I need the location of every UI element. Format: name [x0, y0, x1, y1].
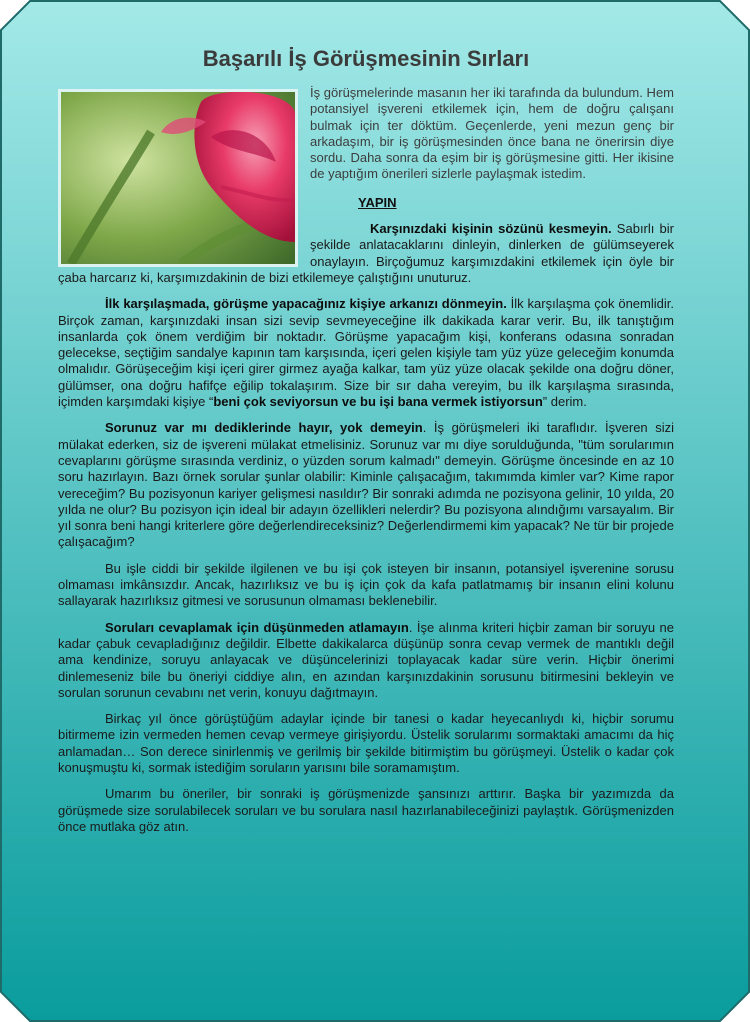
- paragraph-text: Birkaç yıl önce görüştüğüm adaylar içinde bir tanesi o kadar heyecanlıydı ki, hiçbir sorumu bitirmeme izin vermeden hemen cevap vermeye girişiyordu. Üstelik sorularımı sormaktaki amacımı da hiç anlamadan… Son derece sinirlenmiş ve gerilmiş bir şekilde bitirmiştim bu görüşmeyi. Üstelik o kadar çok konuşmuştu ki, sormak istediğim soruların yarısını bile soramamıştım.: [58, 711, 674, 775]
- paragraph-lead: İlk karşılaşmada, görüşme yapacağınız kişiye arkanızı dönmeyin.: [105, 296, 507, 312]
- paragraph-lead: Soruları cevaplamak için düşünmeden atlamayın: [105, 619, 409, 635]
- paragraph-text: Umarım bu öneriler, bir sonraki iş görüşmenizde şansınızı arttırır. Başka bir yazımızda da görüşmede size sorulabilecek soruları ve bu sorulara nasıl hazırlanabileceğinizi paylaştık. Görüşmenizden önce mutlaka göz atın.: [58, 786, 674, 834]
- article-paragraph: [58, 420, 674, 550]
- article-paragraph: [58, 786, 674, 835]
- article: [58, 40, 674, 845]
- rose-photo: [58, 89, 298, 267]
- paragraph-lead: Karşınızdaki kişinin sözünü kesmeyin.: [370, 221, 612, 237]
- article-paragraph: [58, 620, 674, 701]
- article-paragraph: [58, 711, 674, 776]
- paragraph-text: İlk karşılaşma çok önemlidir. Birçok zaman, karşınızdaki insan sizi sevip sevmeyeceğine ilk dakikada karar verir. Bu, ilk tanıştığım insanlarda çok önem verdiğim bir noktadır. Görüşme yapacağım kişi, konferans odasına sonradan gelecekse, seçtiğim sandalye kapının tam karşısında, içeri gelen kişiyle tam yüz yüze geleceğim konumda olmalıdır. Görüşeceğim kişi içeri girer girmez ayağa kalkar, tam yüz yüze olacak şekilde ona doğru döner, gülümser, ona doğru hafifçe eğilip tokalaşırım. Size bir sır daha vereyim, bu ilk karşılaşma sırasında, içimden karşımdaki kişiye “: [58, 296, 674, 410]
- page-title: Başarılı İş Görüşmesinin Sırları: [202, 46, 530, 71]
- paragraph-text: . İş görüşmeleri iki taraflıdır. İşveren sizi mülakat ederken, siz de işvereni mülakat etmelisiniz. Sorunuz var mı diye sorulduğunda, "tüm sorularımın cevaplarını görüşme sırasında verdiniz, o yüzden sorum kalmadı" demeyin. Görüşme öncesinde en az 10 soru hazırlayın. Bazı örnek sorular şunlar olabilir: Kiminle çalışacağım, takımımda kimler var? Kime rapor vereceğim? Bu pozisyonun kariyer gelişmesi nasıldır? Bir sonraki adımda ne pozisyona gelinir, 10 yılda, 20 yılda ne olur? Bu pozisyon için ideal bir adayın özellikleri nelerdir? Bu pozisyona alındığımı varsayalım. Bir yıl sonra beni hangi kriterlere göre değerlendireceksiniz? Değerlendirmemi kim yapacak? Ne tür bir projede çalışacağım?: [58, 420, 674, 550]
- paragraph-text-end: ” derim.: [542, 394, 587, 410]
- paragraph-text: . İşe alınma kriteri hiçbir zaman bir soruyu ne kadar çabuk cevapladığınız değildir. Elbette dakikalarca düşünüp sonra cevap vermek de mantıklı değil ama kendinize, soruyu anlayacak ve düşüncelerinizi toplayacak kadar süre verin. Hiçbir önerimi dinlemeseniz bile bu öneriyi ciddiye alın, en azından karşınızdakinin sorusunu bitirmesini bekleyin ve sorulan sorunun cevabını net verin, konuyu dağıtmayın.: [58, 619, 675, 700]
- article-paragraph: [58, 561, 674, 610]
- paragraph-text: Sabırlı bir şekilde anlatacaklarını dinleyin, dinlerken de gülümseyerek onaylayın. Birçoğumuz karşımızdakini etkilemek için öyle bir çaba harcarız ki, karşımızdakinin de bizi etkilemeye çalıştığını unuturuz.: [58, 221, 674, 285]
- paragraph-lead: Sorunuz var mı dediklerinde hayır, yok demeyin: [105, 420, 423, 436]
- paragraph-text: Bu işle ciddi bir şekilde ilgilenen ve bu işi çok isteyen bir insanın, potansiyel işverenine sorusu olmaması imkânsızdır. Ancak, hazırlıksız ve bu iş için çok da kafa patlatmamış bir insanın elini kolunu sallayarak hazırlıksız gitmesi ve sorusunun olmaması beklenebilir.: [58, 560, 674, 609]
- section-heading: YAPIN: [358, 194, 397, 210]
- intro-text: İş görüşmelerinde masanın her iki tarafında da bulundum. Hem potansiyel işvereni etkilemek için, hem de doğru çalışanı bulmak için ter döktüm. Geçenlerde, yeni mezun genç bir arkadaşım, bir iş görüşmesinden önce bana ne önerirsin diye sordu. Daha sonra da eşim bir iş görüşmesine gitti. Her ikisine de yaptığım önerileri sizlerle paylaşmak istedim.: [310, 85, 674, 182]
- article-paragraph: [58, 296, 674, 410]
- paragraph-emphasis: beni çok seviyorsun ve bu işi bana vermek istiyorsun: [213, 394, 543, 410]
